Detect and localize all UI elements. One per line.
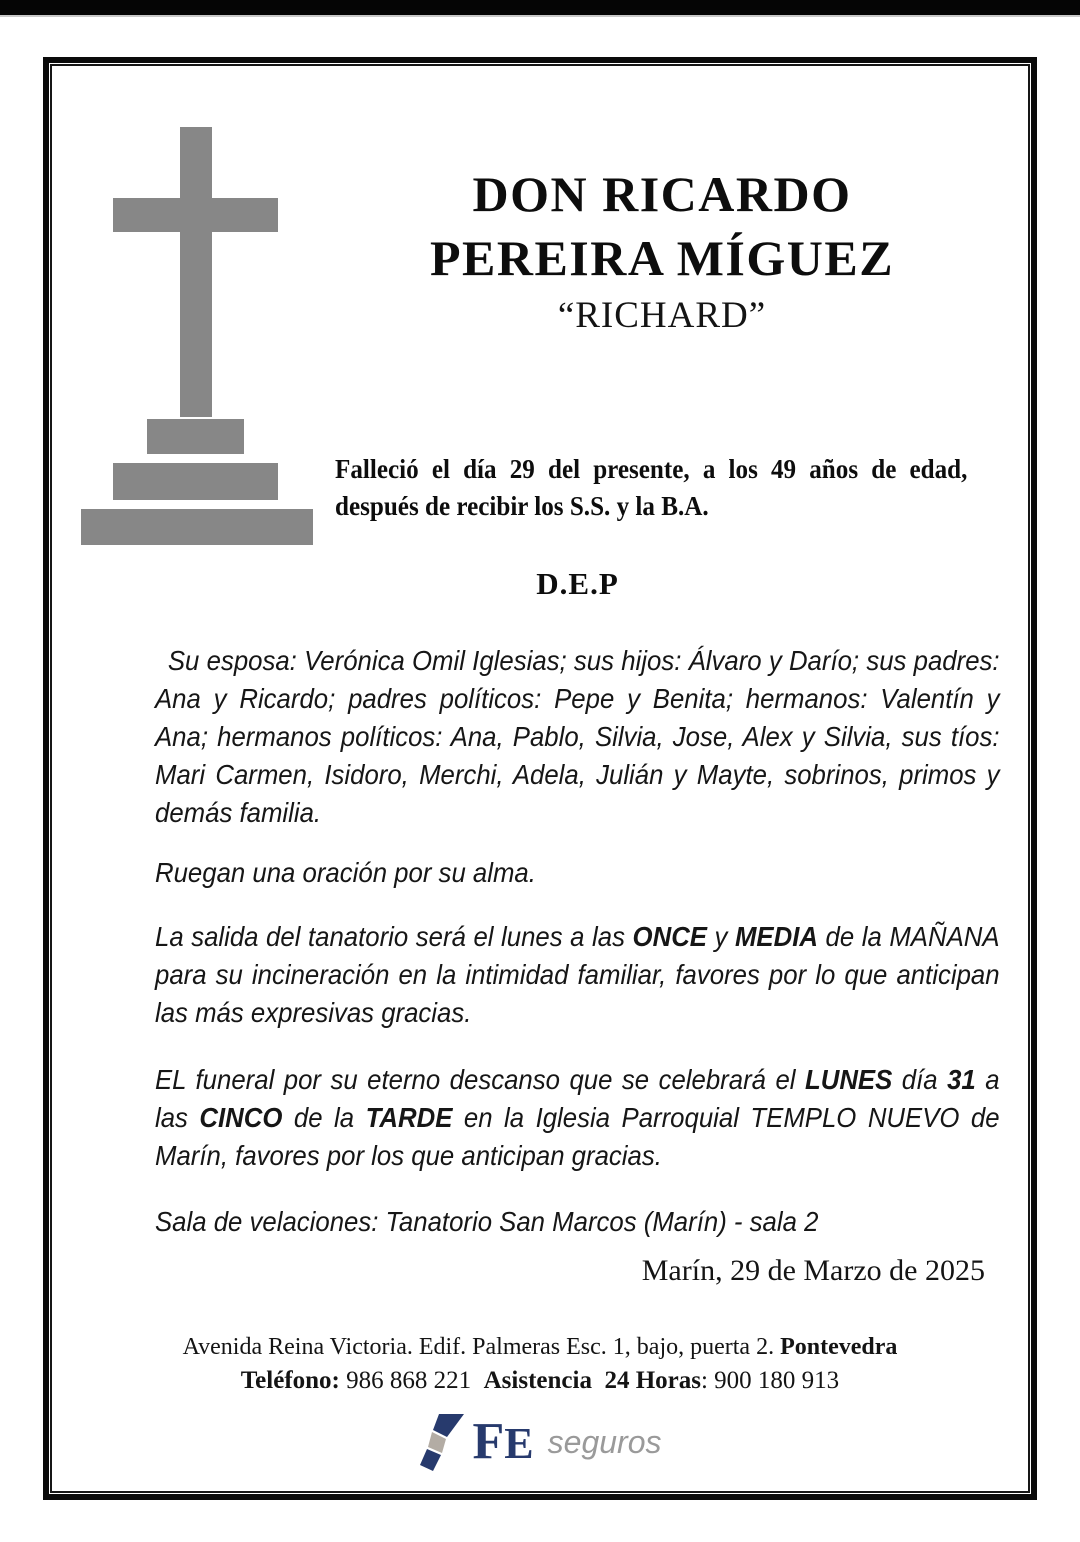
fe-seguros-logo — [52, 1413, 1028, 1471]
cross-base-bottom — [81, 509, 313, 545]
mourning-frame-inner — [50, 64, 1030, 1493]
deceased-name-block — [332, 162, 992, 337]
family-paragraph: Su esposa: Verónica Omil Iglesias; sus hijos: Álvaro y Darío; sus padres: Ana y Ricardo; padres políticos: Pepe y Benita; hermanos: Valentín y Ana; hermanos políticos: Ana, Pablo, Silvia, Jose, Alex y Silvia, sus tíos: Mari Carmen, Isidoro, Merchi, Adela, Julián y Mayte, sobrinos, primos y demás familia. — [155, 645, 1000, 828]
logo-wordmark — [472, 1413, 534, 1470]
funeral-home-phones: Teléfono: 986 868 221 Asistencia 24 Horas: 900 180 913 — [240, 1367, 840, 1394]
cross-base-middle — [113, 463, 278, 500]
tanatorio-paragraph: La salida del tanatorio será el lunes a las ONCE y MEDIA de la MAÑANA para su incineración en la intimidad familiar, favores por lo que anticipan las más expresivas gracias. — [155, 921, 1000, 1028]
logo-letter-f: F — [472, 1413, 505, 1470]
esquela-content — [52, 66, 1028, 1491]
logo-letter-e: E — [504, 1419, 534, 1468]
cross-vertical-bar — [180, 127, 212, 417]
deceased-name-line1: DON RICARDO — [472, 166, 852, 222]
logo-tagline: seguros — [547, 1423, 662, 1460]
mourning-frame — [43, 57, 1037, 1500]
fe-seguros-ribbon-icon — [419, 1413, 465, 1471]
dep-abbreviation: D.E.P — [536, 566, 619, 601]
cross-base-top — [147, 419, 244, 454]
cross-horizontal-bar — [113, 198, 278, 232]
top-black-bar — [0, 0, 1080, 17]
death-announcement: Falleció el día 29 del presente, a los 49 años de edad, después de recibir los S.S. y la B.A. — [335, 454, 968, 521]
place-date-line: Marín, 29 de Marzo de 2025 — [641, 1254, 985, 1287]
prayer-line: Ruegan una oración por su alma. — [155, 857, 536, 888]
memorial-cross-icon — [81, 127, 313, 545]
deceased-name-line2: PEREIRA MÍGUEZ — [429, 230, 895, 286]
funeral-paragraph: EL funeral por su eterno descanso que se celebrará el LUNES día 31 a las CINCO de la TARDE en la Iglesia Parroquial TEMPLO NUEVO de Marín, favores por los que anticipan gracias. — [155, 1064, 1000, 1171]
funeral-home-address: Avenida Reina Victoria. Edif. Palmeras Esc. 1, bajo, puerta 2. Pontevedra — [182, 1334, 898, 1360]
deceased-nickname: “RICHARD” — [557, 295, 767, 336]
velaciones-line: Sala de velaciones: Tanatorio San Marcos (Marín) - sala 2 — [155, 1206, 819, 1237]
